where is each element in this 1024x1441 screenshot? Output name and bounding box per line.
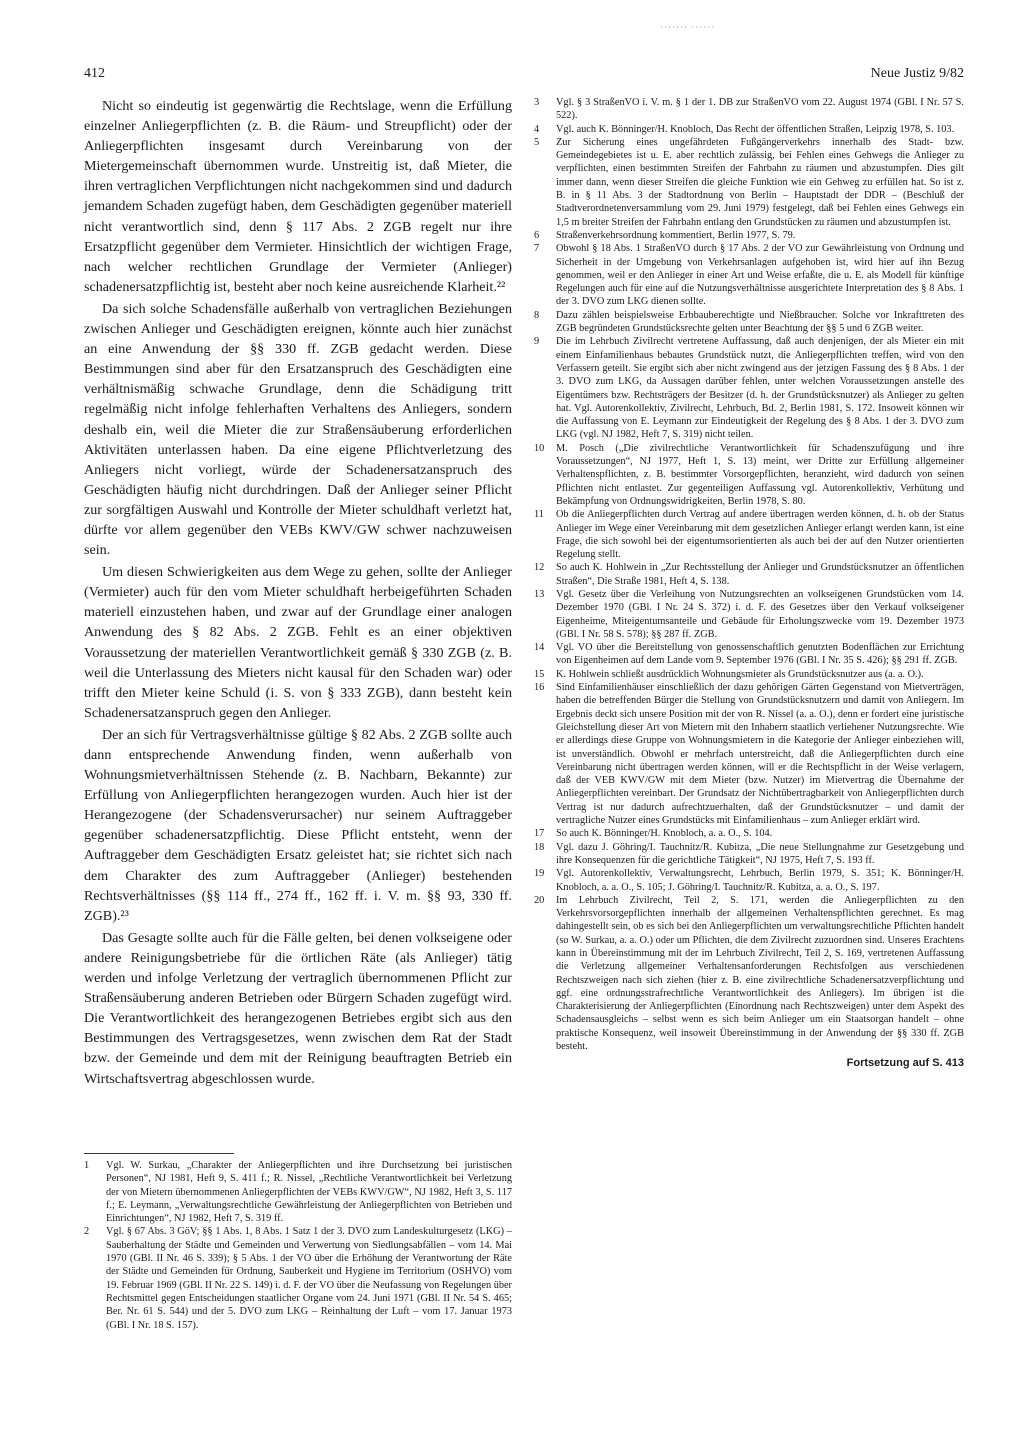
footnote	[534, 442, 964, 508]
footnote-number: 12	[534, 562, 545, 574]
footnote-number: 8	[534, 309, 540, 321]
footnote-text: So auch K. Hohlwein in „Zur Rechtsstellung der Anlieger und Grundstücksnutzer an öffentlichen Straßen“, Die Straße 1981, Heft 4, S. 138.	[556, 562, 964, 587]
page-header	[84, 66, 964, 86]
footnote-text: Vgl. dazu J. Göhring/I. Tauchnitz/R. Kubitza, „Die neue Stellungnahme zur Gesetzgebung und ihre Konsequenzen für die gerichtliche Tätigkeit“, NJ 1975, Heft 7, S. 193 ff.	[556, 841, 964, 866]
footnote	[534, 508, 964, 561]
footnote-text: Obwohl § 18 Abs. 1 StraßenVO durch § 17 Abs. 2 der VO zur Gewährleistung von Ordnung und Sicherheit in der Umgebung von Verkehrsanlagen aufgehoben ist, wird hier auf ihn Bezug genommen, weil er den Anlieger in einer Art und Weise erfaßte, die u. E. als Modell für künftige Regelungen auch für eine auf die Nutzungsverhältnisse ausgerichtete Interpretation des § 8 Abs. 1 der 3. DVO zum LKG dienen sollte.	[556, 243, 964, 308]
scan-artifact: ······· ······	[660, 22, 716, 32]
footnote-text: M. Posch („Die zivilrechtliche Verantwortlichkeit für Schadenszufügung und ihre Voraussetzungen“, NJ 1977, Heft 1, S. 13) meint, wer Dritte zur Erfüllung allgemeiner Verhaltenspflichten, z. B. bestimmter Vorsorgepflichten, heranzieht, wird dadurch von seinen Pflichten nicht entlastet. Zur gegenteiligen Auffassung vgl. Autorenkollektiv, Verhütung und Bekämpfung von Ordnungswidrigkeiten, Berlin 1978, S. 80.	[556, 442, 964, 507]
page-number: 412	[84, 66, 105, 81]
footnote	[84, 1225, 512, 1331]
footnote	[534, 335, 964, 441]
footnote-number: 5	[534, 136, 540, 148]
footnote-text: Vgl. auch K. Bönninger/H. Knobloch, Das Recht der öffentlichen Straßen, Leipzig 1978, S. 103.	[556, 123, 955, 135]
footnote-text: Im Lehrbuch Zivilrecht, Teil 2, S. 171, werden die Anliegerpflichten zu den Verkehrsvorsorgepflichten innerhalb der allgemeinen Verhaltenspflichten gerechnet. Es mag dahingestellt sein, ob es sich bei den Anliegerpflichten um verwaltungsrechtliche Pflichten handelt (so W. Surkau, a. a. O.) oder um Pflichten, die dem Zivilrecht zuzuordnen sind. Unseres Erachtens kann in Übereinstimmung mit der im Lehrbuch Zivilrecht, Teil 2, S. 169, vertretenen Auffassung die Verletzung allgemeiner Verhaltensanforderungen Rechtsfolgen aus verschiedenen Rechtszweigen nach sich ziehen (hier z. B. eine zivilrechtliche Schadenersatzverpflichtung und ggf. eine ordnungsstrafrechtliche Verantwortlichkeit des Anliegers). Im übrigen ist die Charakterisierung der Anliegerpflichten (Einordnung nach Rechtszweigen) unter dem Aspekt des Schadensausgleichs – selbst wenn es sich beim Anlieger um ein Staatsorgan handelt – ohne praktische Konsequenz, weil insoweit Übereinstimmung in der Anwendung der §§ 330 ff. ZGB besteht.	[556, 894, 964, 1053]
body-paragraph: Um diesen Schwierigkeiten aus dem Wege zu gehen, sollte der Anlieger (Vermieter) auch für den vom Mieter schuldhaft herbeigeführten Schaden materiell einzustehen haben, und zwar auf der Grundlage einer analogen Anwendung des § 82 Abs. 2 ZGB. Fehlt es an einer objektiven Voraussetzung der materiellen Verantwortlichkeit gemäß § 330 ZGB (z. B. weil die Unterlassung des Mieters nicht kausal für den Schaden war) oder trifft den Mieter keine Schuld (i. S. von § 333 ZGB), dann besteht kein Schadenersatzanspruch gegen den Anlieger.	[84, 564, 512, 721]
body-paragraph: Der an sich für Vertragsverhältnisse gültige § 82 Abs. 2 ZGB sollte auch dann entsprechende Anwendung finden, wenn außerhalb von Wohnungsmietverhältnissen Stehende (z. B. Nachbarn, Bekannte) zur Erfüllung von Anliegerpflichten herangezogen wurden. Auch hier ist der Herangezogene (der Schadensverursacher) nur seinem Auftraggeber gegenüber schadenersatzpflichtig. Diese Pflicht entsteht, wenn der Auftraggeber dem Geschädigten Ersatz geleistet hat; sie richtet sich nach dem Charakter des zum Auftraggeber (Anlieger) bestehenden Rechtsverhältnisses (§§ 114 ff., 274 ff., 162 ff. i. V. m. §§ 93, 330 ff. ZGB).²³	[84, 726, 512, 924]
footnote-text: Vgl. § 67 Abs. 3 GöV; §§ 1 Abs. 1, 8 Abs. 1 Satz 1 der 3. DVO zum Landeskulturgesetz (LKG) – Sauberhaltung der Städte und Gemeinden und Verwertung von Siedlungsabfällen – vom 14. Mai 1970 (GBl. II Nr. 46 S. 339); § 5 Abs. 1 der VO über die Erhöhung der Verantwortung der Räte der Städte und Gemeinden für Ordnung, Sauberkeit und Hygiene im Territorium (OSHVO) vom 19. Februar 1969 (GBl. II Nr. 22 S. 149) i. d. F. der VO über die Neufassung von Regelungen über Rechtsmittel gegen Entscheidungen staatlicher Organe vom 24. Juni 1971 (GBl. II Nr. 54 S. 465; Ber. Nr. 61 S. 544) und der 5. DVO zum LKG – Reinhaltung der Luft – vom 17. Januar 1973 (GBl. I Nr. 18 S. 157).	[106, 1226, 512, 1331]
footnote	[534, 641, 964, 668]
continuation-note: Fortsetzung auf S. 413	[846, 1057, 964, 1070]
footnote-number: 19	[534, 868, 545, 880]
footnote	[534, 229, 964, 242]
journal-issue: Neue Justiz 9/82	[870, 66, 964, 81]
footnote	[534, 561, 964, 588]
footnote	[534, 668, 964, 681]
footnote-number: 11	[534, 509, 544, 521]
footnote-text: Vgl. Autorenkollektiv, Verwaltungsrecht, Lehrbuch, Berlin 1979, S. 351; K. Bönninger/H. Knobloch, a. a. O., S. 105; J. Göhring/I. Tauchnitz/R. Kubitza, a. a. O., S. 197.	[556, 868, 964, 893]
footnote-number: 16	[534, 682, 545, 694]
footnote	[84, 1159, 512, 1225]
footnote-text: Vgl. § 3 StraßenVO i. V. m. § 1 der 1. DB zur StraßenVO vom 22. August 1974 (GBl. I Nr. 57 S. 522).	[556, 97, 964, 122]
footnote	[534, 309, 964, 336]
footnote-number: 10	[534, 442, 545, 454]
footnote-number: 18	[534, 841, 545, 853]
body-paragraph: Das Gesagte sollte auch für die Fälle gelten, bei denen volkseigene oder andere Reinigungsbetriebe für die örtlichen Räte (als Anlieger) tätig werden und infolge Verletzung der vertraglich übernommenen Pflicht zur Straßensäuberung anderen Betrieben oder Bürgern Schaden zugefügt wird. Die Verantwortlichkeit des herangezogenen Betriebes ergibt sich aus den Bestimmungen des Vertragsgesetzes, wenn zwischen dem Rat der Stadt bzw. der Gemeinde und dem mit der Reinigung beauftragten Betrieb ein Wirtschaftsvertrag abgeschlossen wurde.	[84, 929, 512, 1087]
footnote-text: Vgl. VO über die Bereitstellung von genossenschaftlich genutzten Bodenflächen zur Errichtung von Eigenheimen auf dem Lande vom 9. September 1976 (GBl. I Nr. 35 S. 426); §§ 291 ff. ZGB.	[556, 642, 964, 667]
footnote	[534, 123, 964, 136]
footnote-number: 17	[534, 828, 545, 840]
footnote-number: 14	[534, 642, 545, 654]
footnote-text: Vgl. W. Surkau, „Charakter der Anliegerpflichten und ihre Durchsetzung bei juristischen Personen“, NJ 1981, Heft 9, S. 411 f.; R. Nissel, „Rechtliche Verantwortlichkeit bei Verletzung der von Mietern übernommenen Anliegerpflichten der VEBs KWV/GW“, NJ 1982, Heft 3, S. 117 f.; E. Leymann, „Verwaltungsrechtliche Gewährleistung der Anliegerpflichten von Betrieben und Einrichtungen“, NJ 1982, Heft 7, S. 319 ff.	[106, 1160, 512, 1225]
footnote	[534, 841, 964, 868]
footnote	[534, 136, 964, 229]
footnote	[534, 827, 964, 840]
footnote-number: 7	[534, 243, 540, 255]
footnote-number: 9	[534, 336, 540, 348]
footnote-text: Straßenverkehrsordnung kommentiert, Berlin 1977, S. 79.	[556, 229, 796, 241]
footnotes-left	[84, 1159, 512, 1332]
footnote	[534, 894, 964, 1054]
footnote-number: 6	[534, 229, 540, 241]
footnote-text: Zur Sicherung eines ungefährdeten Fußgängerverkehrs innerhalb des Stadt- bzw. Gemeindegebietes ist u. E. aber rechtlich zulässig, bei Fehlen eines Gehwegs die Anlieger zu verpflichten, einen bestimmten Streifen der Fahrbahn zu räumen und abzustumpfen. Dies gilt immer dann, wenn dieser Streifen die gleiche Funktion wie ein Gehweg zu erfüllen hat. So ist z. B. in § 11 Abs. 3 der Stadtordnung von Berlin – Hauptstadt der DDR – (Beschluß der Stadtverordnetenversammlung vom 29. Juni 1979) festgelegt, daß bei Fehlen eines Gehwegs ein 1,5 m breiter Streifen der Fahrbahn entlang den Grundstücken zu räumen und abzustumpfen ist.	[556, 136, 964, 228]
footnote	[534, 867, 964, 894]
footnote-number: 1	[84, 1160, 90, 1171]
footnote-text: Dazu zählen beispielsweise Erbbauberechtigte und Nießbraucher. Solche vor Inkrafttreten des ZGB begründeten Grundstücksrechte gelten unter Beachtung der §§ 5 und 6 ZGB weiter.	[556, 309, 964, 335]
footnote-text: Sind Einfamilienhäuser einschließlich der dazu gehörigen Gärten Gegenstand von Mietverträgen, haben die betreffenden Bürger die Stellung von Grundstücksnutzern und damit von Anliegern. Im Ergebnis deckt sich unsere Position mit der von R. Nissel (a. a. O.), denn er fordert eine juristische Gleichstellung dieser Art von Mietern mit den Inhabern staatlich verliehener Nutzungsrechte. Wie er allerdings diese Gruppe von Wohnungsmietern in die Kategorie der Anlieger einbeziehen will, ist unverständlich. Obwohl er mehrfach unterstreicht, daß die Anliegerpflichten durch eine Vereinbarung nicht übertragen werden können, will er die Rechtspflicht in der Weise verlagern, daß der VEB KWV/GW mit dem Mieter (bzw. Nutzer) im Mietvertrag die Übernahme der Anliegerpflichten vereinbart. Der Grundsatz der Nichtübertragbarkeit von Anliegerpflichten durch Vertrag ist nur dadurch aufrechtzuerhalten, daß der Grundstücksnutzer – und damit der vertragliche Nutzer eines Grundstücks mit Einfamilienhaus – zum Anlieger erklärt wird.	[556, 682, 964, 827]
footnote	[534, 681, 964, 827]
footnote-number: 2	[84, 1226, 90, 1238]
body-paragraph: Da sich solche Schadensfälle außerhalb von vertraglichen Beziehungen zwischen Anlieger und Geschädigten ereignen, könnte auch hier zunächst an eine Anwendung der §§ 330 ff. ZGB gedacht werden. Diese Bestimmungen sind aber für den Ersatzanspruch des Geschädigten eine verhältnismäßig schwache Grundlage, denn die Schädigung tritt regelmäßig nicht infolge fehlerhaften Verhaltens des Anliegers, sondern deshalb ein, weil die Mieter die zur Straßensäuberung erforderlichen Aktivitäten unterlassen haben. Da eine eigene Pflichtverletzung des Anliegers nicht vorliegt, würde der Schadenersatzanspruch des Geschädigten häufig nicht durchdringen. Daß der Anlieger seiner Pflicht zur sorgfältigen Auswahl und Kontrolle der Mieter schuldhaft verletzt hat, dürfte vor allem gegenüber den VEBs KWV/GW schwer nachzuweisen sein.	[84, 300, 512, 559]
footnote-number: 20	[534, 894, 545, 906]
footnote-number: 15	[534, 668, 545, 680]
footnote-number: 3	[534, 97, 540, 108]
footnote-text: Vgl. Gesetz über die Verleihung von Nutzungsrechten an volkseigenen Grundstücken vom 14. Dezember 1970 (GBl. I Nr. 24 S. 372) i. d. F. des Gesetzes über den Verkauf volkseigener Eigenheime, Miteigentumsanteile und Gebäude für Erholungszwecke vom 19. Dezember 1973 (GBl. I Nr. 58 S. 578); §§ 287 ff. ZGB.	[556, 588, 964, 640]
footnote-text: Ob die Anliegerpflichten durch Vertrag auf andere übertragen werden können, d. h. ob der Status Anlieger im Wege einer Vereinbarung mit dem gesetzlichen Anlieger erlangt werden kann, ist eine Frage, die sich sowohl bei der eigentumsorientierten als auch bei der auf den Nutzer orientierten Regelung stellt.	[556, 509, 964, 561]
footnote-divider	[84, 1153, 234, 1154]
main-text-column	[84, 96, 512, 1091]
footnote-text: Die im Lehrbuch Zivilrecht vertretene Auffassung, daß auch denjenigen, der als Mieter ein mit einem Einfamilienhaus bebautes Grundstück nutzt, die Anliegerpflichten treffen, wird von den Verfassern geteilt. Sie ergibt sich aber nicht zwingend aus der jetzigen Fassung des § 8 Abs. 1 der 3. DVO zum LKG, da Aussagen darüber fehlen, unter welchen Voraussetzungen anstelle des Eigentümers bzw. Rechtsträgers der Besitzer (d. h. der Grundstücksnutzer) als Anlieger zu gelten hat. Vgl. Autorenkollektiv, Zivilrecht, Lehrbuch, Bd. 2, Berlin 1981, S. 172. Insoweit können wir die Auffassung von E. Leymann zur Eindeutigkeit der Regelung des § 8 Abs. 1 der 3. DVO zum LKG (vgl. NJ 1982, Heft 7, S. 319) nicht teilen.	[556, 336, 964, 441]
footnotes-right	[534, 96, 964, 1069]
footnote-text: So auch K. Bönninger/H. Knobloch, a. a. O., S. 104.	[556, 828, 773, 840]
footnote-number: 4	[534, 123, 540, 135]
footnote-text: K. Hohlwein schließt ausdrücklich Wohnungsmieter als Grundstücksnutzer aus (a. a. O.).	[556, 668, 924, 680]
footnote-number: 13	[534, 588, 545, 600]
footnote	[534, 588, 964, 641]
body-paragraph: Nicht so eindeutig ist gegenwärtig die Rechtslage, wenn die Erfüllung einzelner Anliegerpflichten (z. B. die Räum- und Streupflicht) oder der Anliegerpflichten insgesamt durch Vereinbarung von der Mietergemeinschaft übernommen wurde. Unstreitig ist, daß Mieter, die ihren vertraglichen Verpflichtungen nicht nachgekommen sind und dadurch jemandem Schaden zugefügt haben, dem Geschädigten gegenüber materiell nicht verantwortlich sind, denn § 117 Abs. 2 ZGB regelt nur ihre Ersatzpflicht gegenüber dem Vermieter. Hinsichtlich der wichtigen Frage, nach welcher rechtlichen Grundlage der Vermieter (Anlieger) schadenersatzpflichtig ist, besteht aber noch keine ausreichende Klarheit.²²	[84, 98, 512, 295]
footnote	[534, 96, 964, 123]
footnote	[534, 242, 964, 308]
